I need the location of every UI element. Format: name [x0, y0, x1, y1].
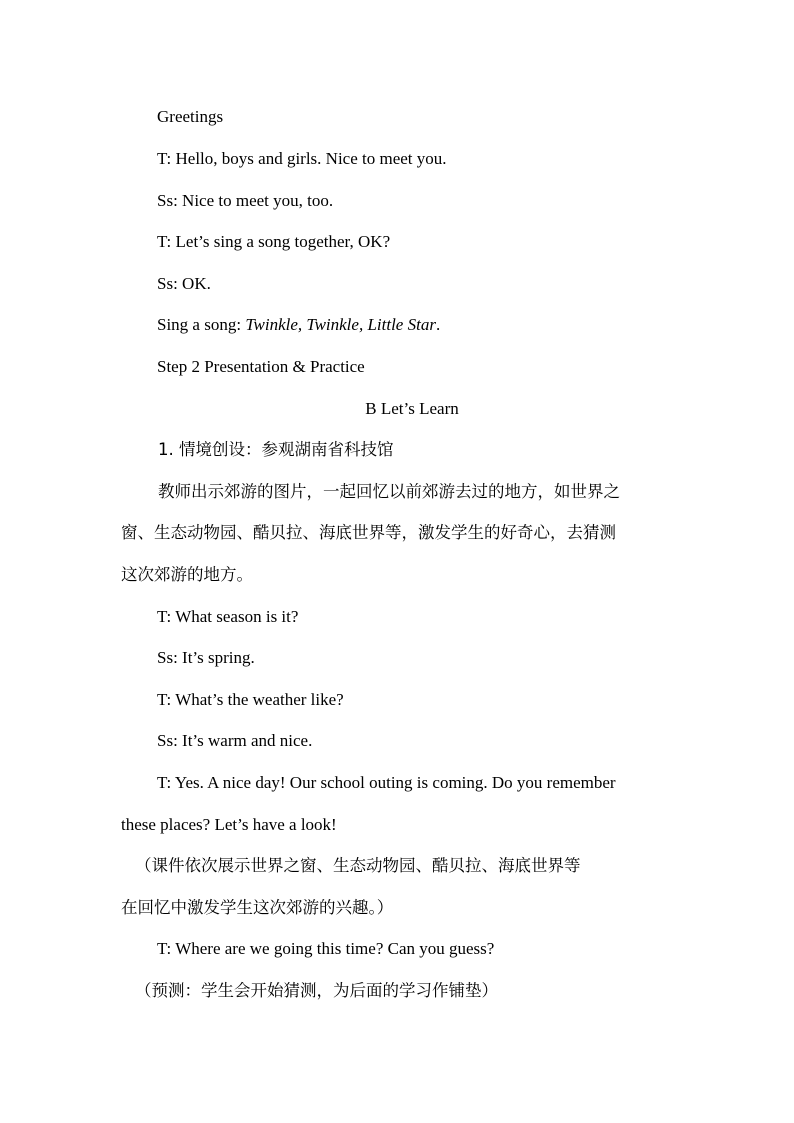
- dialogue-line: Ss: It’s spring.: [157, 648, 255, 667]
- section-title: B Let’s Learn: [365, 399, 459, 418]
- numbered-item: 1. 情境创设：参观湖南省科技馆: [158, 440, 394, 459]
- song-line: [0, 314, 794, 336]
- dialogue-line: Ss: Nice to meet you, too.: [157, 191, 334, 210]
- note-line: 在回忆中激发学生这次郊游的兴趣。）: [121, 898, 394, 917]
- note-line: （预测：学生会开始猜测，为后面的学习作铺垫）: [135, 981, 498, 1000]
- paragraph-line: 这次郊游的地方。: [121, 565, 253, 584]
- dialogue-line: T: Hello, boys and girls. Nice to meet you.: [157, 149, 447, 168]
- dialogue-line: these places? Let’s have a look!: [121, 815, 337, 834]
- song-title: Twinkle, Twinkle, Little Star: [245, 315, 436, 334]
- song-prefix: Sing a song:: [157, 315, 246, 334]
- dialogue-line: T: Where are we going this time? Can you guess?: [157, 939, 495, 958]
- paragraph-line: 窗、生态动物园、酷贝拉、海底世界等，激发学生的好奇心，去猜测: [121, 523, 616, 542]
- paragraph-line: 教师出示郊游的图片，一起回忆以前郊游去过的地方，如世界之: [158, 482, 620, 501]
- dialogue-line: Ss: OK.: [157, 274, 211, 293]
- heading-greetings: Greetings: [157, 107, 224, 126]
- note-line: （课件依次展示世界之窗、生态动物园、酷贝拉、海底世界等: [135, 856, 581, 875]
- step-heading: Step 2 Presentation & Practice: [157, 357, 365, 376]
- dialogue-line: Ss: It’s warm and nice.: [157, 731, 313, 750]
- dialogue-line: T: Let’s sing a song together, OK?: [157, 232, 391, 251]
- dialogue-line: T: Yes. A nice day! Our school outing is coming. Do you remember: [157, 773, 616, 792]
- dialogue-line: T: What season is it?: [157, 607, 299, 626]
- song-suffix: .: [435, 315, 441, 334]
- dialogue-line: T: What’s the weather like?: [157, 690, 344, 709]
